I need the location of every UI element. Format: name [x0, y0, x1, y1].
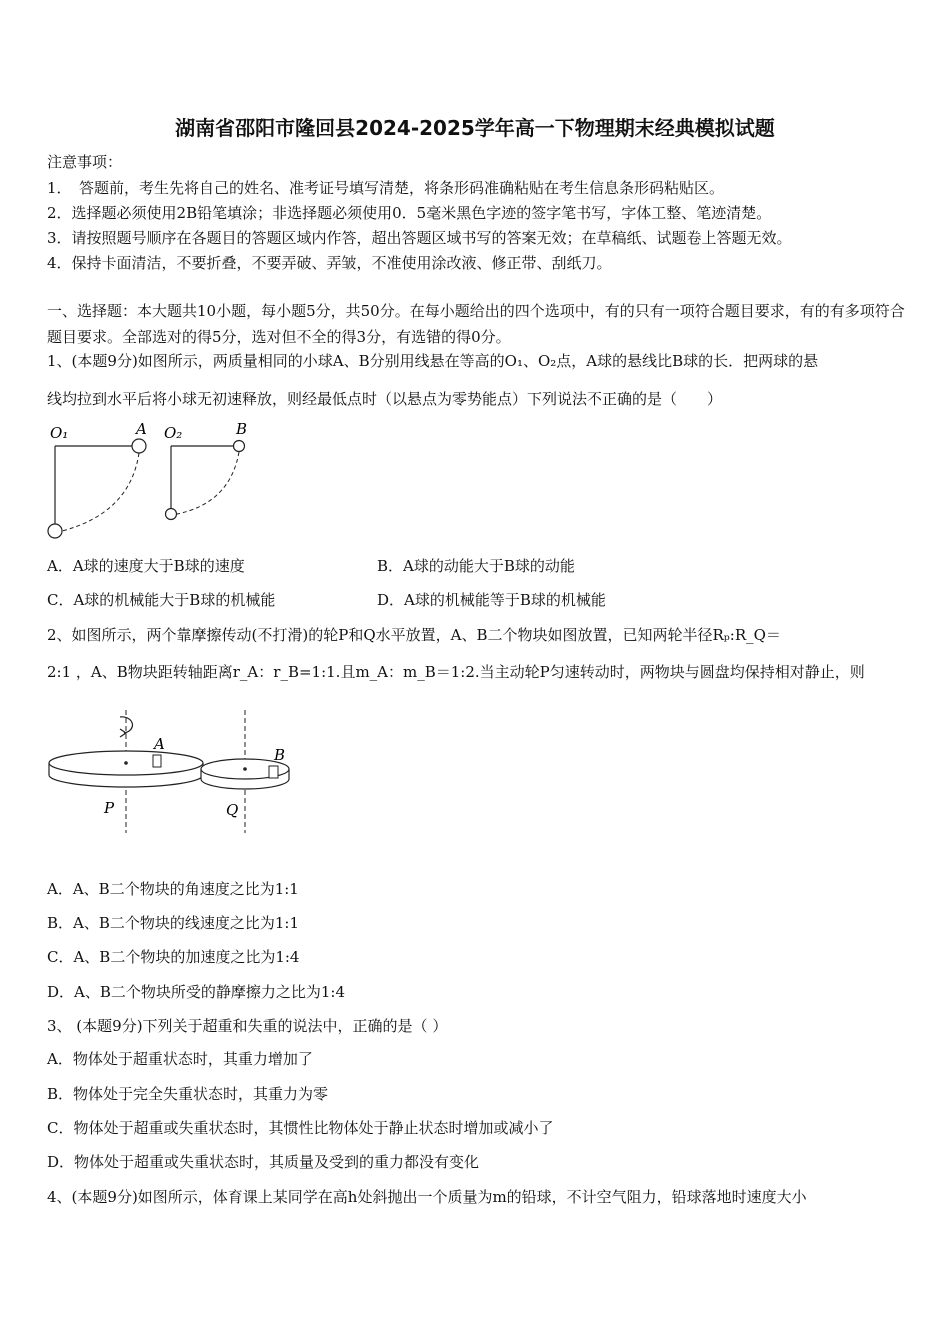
q3-option-d: D．物体处于超重或失重状态时，其质量及受到的重力都没有变化: [47, 1153, 480, 1171]
q1-ball-a-start: [132, 439, 146, 453]
q2-label-b: B: [274, 746, 286, 764]
notice-item: 3．请按照题号顺序在各题目的答题区域内作答，超出答题区域书写的答案无效；在草稿纸、试题卷上答题无效。: [47, 229, 792, 247]
page-title: 湖南省邵阳市隆回县2024-2025学年高一下物理期末经典模拟试题: [175, 116, 775, 140]
q2-option-d: D．A、B二个物块所受的静摩擦力之比为1:4: [47, 983, 346, 1001]
q2-option-b: B．A、B二个物块的线速度之比为1:1: [47, 914, 300, 932]
notice-item: 1． 答题前，考生先将自己的姓名、准考证号填写清楚，将条形码准确粘贴在考生信息条形码粘贴区。: [47, 179, 725, 197]
q2-option-c: C．A、B二个物块的加速度之比为1:4: [47, 948, 300, 966]
q3-option-b: B．物体处于完全失重状态时，其重力为零: [47, 1085, 329, 1103]
notice-item: 4．保持卡面清洁，不要折叠，不要弄破、弄皱，不准使用涂改液、修正带、刮纸刀。: [47, 254, 612, 272]
q2-rotation-arrowhead: [120, 729, 126, 737]
q2-wheel-p-center: [124, 761, 128, 765]
q1-option-c: C．A球的机械能大于B球的机械能: [47, 591, 276, 609]
q2-block-a: [153, 755, 161, 767]
q1-ball-a-bottom: [48, 524, 62, 538]
q1-figure: [40, 418, 270, 548]
q3-option-a: A．物体处于超重状态时，其重力增加了: [47, 1050, 313, 1068]
q3-stem: 3、 (本题9分)下列关于超重和失重的说法中，正确的是（ ）: [47, 1017, 448, 1035]
q1-option-a: A．A球的速度大于B球的速度: [47, 557, 245, 575]
q2-label-q: Q: [226, 801, 239, 819]
q2-stem-line1: 2、如图所示，两个靠摩擦传动(不打滑)的轮P和Q水平放置，A、B二个物块如图放置，已知两轮半径Rₚ:R_Q＝: [47, 626, 781, 644]
q2-block-b: [269, 766, 278, 778]
q1-ball-b-start: [234, 441, 245, 452]
q1-arc-b: [177, 452, 239, 514]
q1-label-a: A: [136, 420, 147, 438]
q1-label-o2: O₂: [164, 424, 183, 442]
q1-stem-line2: 线均拉到水平后将小球无初速释放，则经最低点时（以悬点为零势能点）下列说法不正确的是（ ）: [47, 390, 723, 408]
notice-heading: 注意事项：: [47, 153, 123, 171]
q1-option-d: D．A球的机械能等于B球的机械能: [377, 591, 606, 609]
q1-stem-line1: 1、(本题9分)如图所示，两质量相同的小球A、B分别用线悬在等高的O₁、O₂点，A球的悬线比B球的长．把两球的悬: [47, 352, 819, 370]
notice-item: 2．选择题必须使用2B铅笔填涂；非选择题必须使用0．5毫米黑色字迹的签字笔书写，字体工整、笔迹清楚。: [47, 204, 772, 222]
q3-option-c: C．物体处于超重或失重状态时，其惯性比物体处于静止状态时增加或减小了: [47, 1119, 554, 1137]
q4-stem: 4、(本题9分)如图所示，体育课上某同学在高h处斜抛出一个质量为m的铅球，不计空气阻力，铅球落地时速度大小: [47, 1188, 807, 1206]
q1-label-o1: O₁: [50, 424, 69, 442]
q2-figure: [40, 705, 310, 835]
q1-option-b: B．A球的动能大于B球的动能: [377, 557, 575, 575]
q2-label-a: A: [154, 735, 165, 753]
q2-label-p: P: [104, 799, 115, 817]
q2-wheel-q-center: [243, 767, 247, 771]
section-intro: 一、选择题：本大题共10小题，每小题5分，共50分。在每小题给出的四个选项中，有的只有一项符合题目要求，有的有多项符合题目要求。全部选对的得5分，选对但不全的得3分，有选错的得0分。: [47, 302, 905, 346]
q1-ball-b-bottom: [166, 509, 177, 520]
q2-stem-line2: 2:1 ，A、B物块距转轴距离r_A：r_B=1:1.且m_A：m_B＝1:2.当主动轮P匀速转动时，两物块与圆盘均保持相对静止，则: [47, 663, 865, 681]
q1-arc-a: [62, 453, 139, 531]
q2-option-a: A．A、B二个物块的角速度之比为1:1: [47, 880, 299, 898]
q1-label-b: B: [236, 420, 248, 438]
